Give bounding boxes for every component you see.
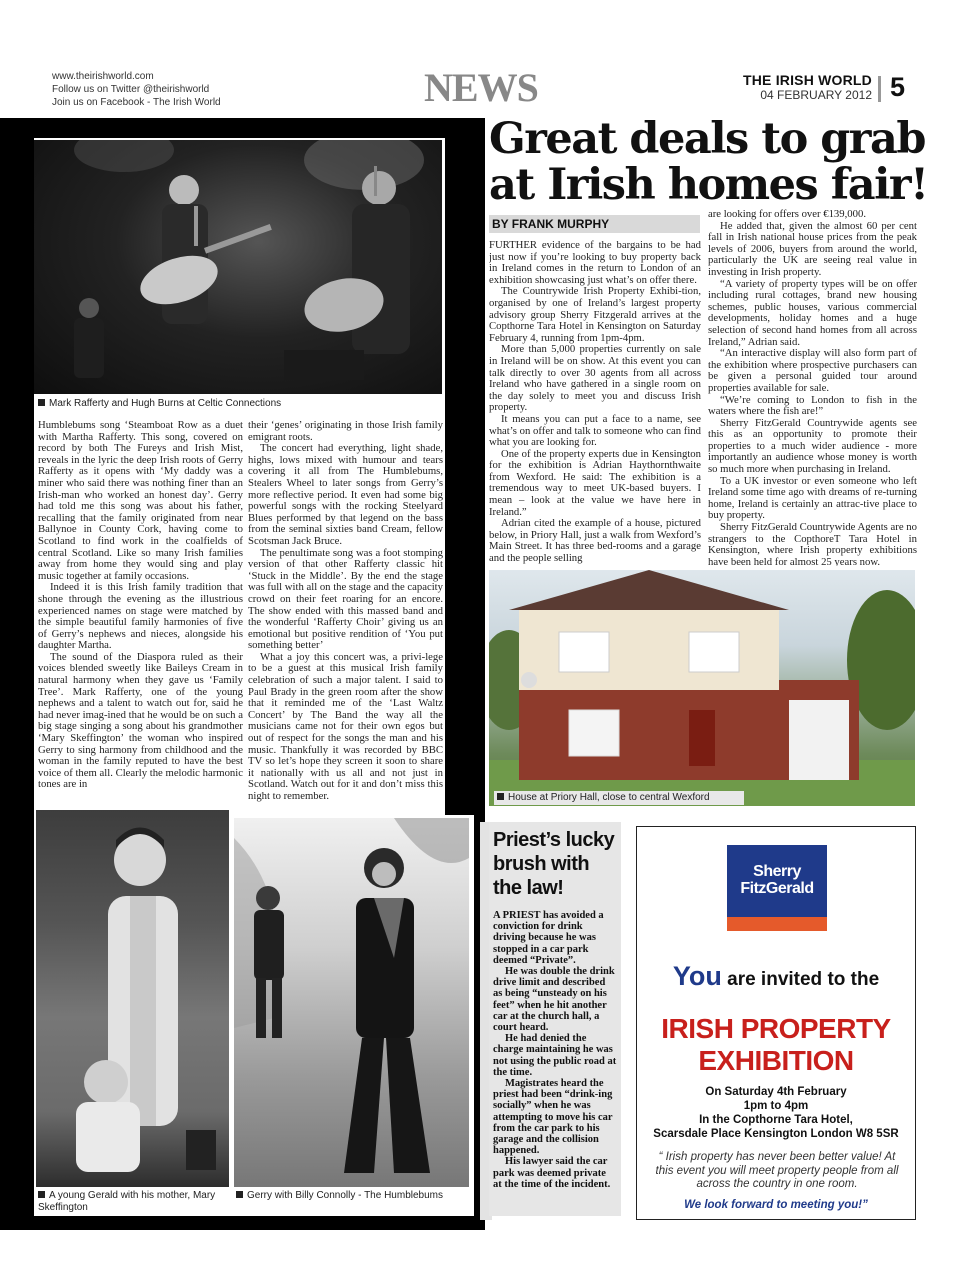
caption-bullet-icon xyxy=(38,1191,45,1198)
paragraph: The sound of the Diaspora ruled as their voices blended sweetly like Baileys Cream in natural harmony when they gave us ‘Family Tree’. Mark Rafferty, one of the young nephews and a talent to watch out for, said he had never imag-ined that he would be on such a big stage singing a song about his grandmother ‘Mary Skeffington’ the woman who inspired Gerry to sing harmony from childhood and the woman in the family reputed to have the best voice of them all. Clearly the melodic harmonic tones are in xyxy=(38,650,243,791)
advert-sign-off: We look forward to meeting you!” xyxy=(684,1199,868,1211)
sherry-fitzgerald-logo: Sherry FitzGerald xyxy=(727,845,827,917)
paragraph: His lawyer said the car park was deemed private at the time of the incident. xyxy=(493,1156,611,1190)
masthead-links xyxy=(52,70,221,109)
homes-headline: Great deals to grab at Irish homes fair! xyxy=(489,114,928,210)
caption-bullet-icon xyxy=(38,399,45,406)
advert-venue: In the Copthorne Tara Hotel, xyxy=(699,1114,853,1126)
frame-border-left xyxy=(0,118,34,1230)
paragraph: FURTHER evidence of the bargains to be had just now if you’re looking to buy property back in Ireland comes in the return to London of an exhibition showcasing just what’s on offer there. xyxy=(489,240,701,286)
paragraph: “A variety of property types will be on offer including rural cottages, brand new housing schemes, public houses, various commercial developments, holiday homes and a huge selection of second hand homes from all across Ireland,” Adrian said. xyxy=(708,277,917,348)
billy-photo-illustration xyxy=(234,818,469,1187)
paragraph: Adrian cited the example of a house, pictured below, in Priory Hall, just a walk from Wexford’s Main Street. It has three bed-rooms and a garage and the people selling xyxy=(489,517,701,565)
paragraph: Magistrates heard the priest had been “drink-ing socially” when he was attempting to move his car from the car park to his garage and the collision happened. xyxy=(493,1078,613,1157)
homes-article-column-1 xyxy=(489,240,701,566)
paragraph: He was double the drink drive limit and described as being “unsteady on his feet” when he hit another car at the church hall, a court heard. xyxy=(493,966,615,1034)
frame-border-middle xyxy=(445,118,485,815)
logo-stripe xyxy=(727,917,827,931)
concert-article-column-1 xyxy=(38,420,243,805)
paragraph: Humblebums song ‘Steamboat Row as a duet with Martha Rafferty. This song, covered on record by both The Fureys and Irish Mist, reveals in the lyric the deep Irish roots of Gerry Rafferty as it opens with ‘My daddy was a miner who said there was nothing finer than an Irish-man who worked an honest day’. Gerry had told me this song was about his father, recalling that the family originated from near Ballynoe in County Cork, having come to Scotland to find work in the coalfields of central Scotland. Like so many Irish families away from home they would sing and play music together at family occasions. xyxy=(38,420,243,582)
priest-story-text xyxy=(493,910,617,1190)
facebook-link[interactable]: Join us on Facebook - The Irish World xyxy=(52,97,221,108)
mother-photo-illustration xyxy=(36,810,229,1187)
advert-time: 1pm to 4pm xyxy=(743,1100,809,1112)
paragraph: The Countrywide Irish Property Exhibi-tion, organised by one of Ireland’s largest property advisory group Sherry Fitzgerald arrives at the Copthorne Tara Hotel in Kensington on Saturday February 4, running from 1pm-4pm. xyxy=(489,285,701,344)
priest-story-box xyxy=(489,822,621,1216)
advert-quote: “ Irish property has never been better value! At this event you will meet property people from all across the country in one room. xyxy=(655,1151,899,1190)
advert-date: On Saturday 4th February xyxy=(705,1086,847,1098)
paragraph: “An interactive display will also form part of the exhibition where prospective purchasers can be given a personal guided tour around properties available for sale. xyxy=(708,347,917,394)
paragraph: The concert had everything, light shade, highs, lows mixed with humour and tears covering it all from The Humblebums, Stealers Wheel to later songs from Gerry’s more reflective period. It even had some big powerful songs with the rocking Steelyard Blues performed by that legend on the bass from the seminal sixties band Cream, fellow Scotsman Jack Bruce. xyxy=(248,442,443,547)
section-title: NEWS xyxy=(424,65,538,110)
masthead-issue xyxy=(743,72,872,103)
caption-bullet-icon xyxy=(497,793,504,800)
paragraph: He had denied the charge maintaining he was not using the public road at the time. xyxy=(493,1033,617,1078)
homes-article-column-2 xyxy=(708,209,917,566)
paragraph: their ‘genes’ originating in those Irish family emigrant roots. xyxy=(248,420,443,443)
billy-photo-caption: Gerry with Billy Connolly - The Humblebums xyxy=(236,1190,456,1202)
paragraph: Sherry FitzGerald Countrywide Agents are no strangers to the CopthoreT Tara Hotel in Kensington, where Irish property exhibitions have been held for almost 25 years now. xyxy=(708,521,917,566)
advert-title: IRISH PROPERTY EXHIBITION xyxy=(661,1013,891,1076)
byline: BY FRANK MURPHY xyxy=(492,217,610,231)
advert-you: You xyxy=(672,961,722,991)
house-photo-caption: House at Priory Hall, close to central Wexford xyxy=(494,791,744,805)
paragraph: To a UK investor or even someone who left Ireland some time ago with dreams of re-turning home, Ireland is certainly an attrac-tive place to buy property. xyxy=(708,474,917,522)
paragraph: One of the property experts due in Kensington for the exhibition is Adrian Haythornthwaite from Wexford. He said: The exhibition is a tremendous way to meet UK-based buyers. I mean – look at the value we have here in Ireland.” xyxy=(489,447,701,518)
mother-and-child-photo xyxy=(36,810,229,1187)
frame-border-bottom xyxy=(0,1216,485,1230)
paragraph: What a joy this concert was, a privi-lege to be a guest at this musical Irish family celebration of such a major talent. I said to Paul Brady in the green room after the show that it reminded me of the ‘Last Waltz Concert’ by The Band the way all the musicians came not for their own egos but out of respect for the songs the man and his music. Thankfully it was recorded by BBC TV so let’s hope they screen it soon to share it nationally with us all and not just in Scotland. Watch out for it and don’t miss this night to remember. xyxy=(248,650,443,802)
caption-bullet-icon xyxy=(236,1191,243,1198)
concert-photo xyxy=(34,140,442,394)
issue-date: 04 FEBRUARY 2012 xyxy=(760,88,872,102)
house-illustration xyxy=(489,570,915,806)
priest-story-title: Priest’s lucky brush with the law! xyxy=(493,829,615,899)
concert-photo-caption: Mark Rafferty and Hugh Burns at Celtic Connections xyxy=(38,398,438,410)
paragraph: “We’re coming to London to fish in the waters where the fish are!” xyxy=(708,393,917,418)
property-exhibition-advert[interactable] xyxy=(636,826,916,1220)
mother-photo-caption: A young Gerald with his mother, Mary Skeffington xyxy=(38,1190,216,1213)
advert-invite-line xyxy=(637,961,915,992)
frame-border-top xyxy=(0,118,485,138)
page-number: 5 xyxy=(890,72,906,102)
paragraph: are looking for offers over €139,000. xyxy=(708,209,866,220)
concert-article-column-2 xyxy=(248,420,443,805)
masthead-divider xyxy=(878,76,881,102)
gerry-and-billy-photo xyxy=(234,818,469,1187)
paragraph: More than 5,000 properties currently on sale in Ireland will be on show. At this event you can talk directly to over 30 agents from all across Ireland who have gathered in a single room on the day solely to meet you and discuss Irish property. xyxy=(489,343,701,414)
twitter-link[interactable]: Follow us on Twitter @theirishworld xyxy=(52,84,210,95)
paragraph: The penultimate song was a foot stomping version of that other Rafferty classic hit ‘Stuck in the Middle’. By the end the stage was full with all on the stage and the capacity crowd on their feet roaring for an encore. The show ended with this massed band and the wonderful ‘Rafferty Choir’ giving us an emotional but positive rendition of ‘You put something better’ xyxy=(248,546,443,652)
advert-details xyxy=(637,1085,915,1141)
paragraph: Sherry FitzGerald Countrywide agents see this as an opportunity to promote their properties to a much wider audience - more importantly an audience whose money is worth so much more when purchasing in Ireland. xyxy=(708,416,917,476)
advert-invite-rest: are invited to the xyxy=(721,969,880,990)
house-photo xyxy=(489,570,915,806)
paragraph: It means you can put a face to a name, see what’s on offer and talk to someone who can find what you are looking for. xyxy=(489,412,701,449)
paragraph: A PRIEST has avoided a conviction for drink driving because he was stopped in a car park deemed “Private”. xyxy=(493,910,604,966)
paragraph: He added that, given the almost 60 per cent fall in Irish national house prices from the peak levels of 2006, buyers from around the world, particularly the UK are seeing real value in investing in Irish property. xyxy=(708,219,917,278)
concert-stage-illustration xyxy=(34,140,442,394)
advert-address: Scarsdale Place Kensington London W8 5SR xyxy=(653,1128,899,1140)
paper-name: THE IRISH WORLD xyxy=(743,72,872,88)
paragraph: Indeed it is this Irish family tradition that shone through the evening as the illustrious experienced names on stage were matched by the simple beautiful family harmonies of five of Gerry’s nephews and nieces, alongside his daughter Martha. xyxy=(38,581,243,652)
website-link[interactable]: www.theirishworld.com xyxy=(52,71,154,82)
